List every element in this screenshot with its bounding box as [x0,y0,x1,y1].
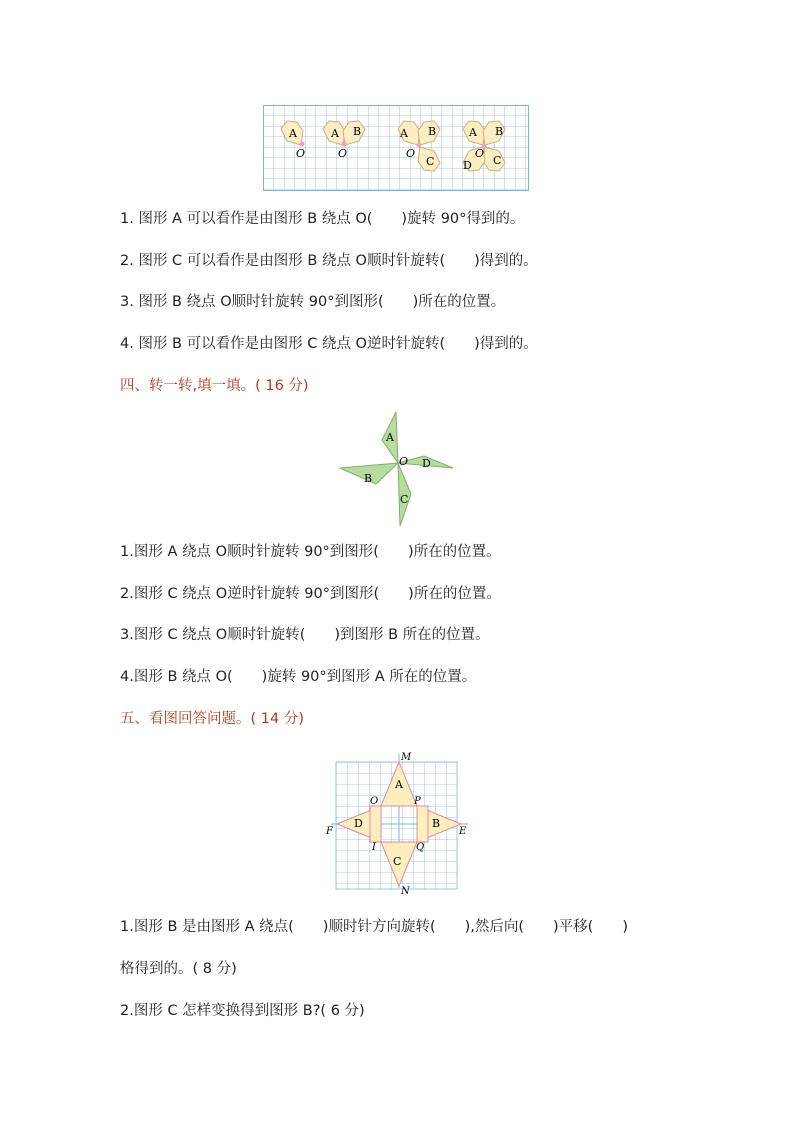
sec5-question-1-line2: 格得到的。( 8 分) [120,961,237,977]
sec4-question-4: 4.图形 B 绕点 O( )旋转 90°到图形 A 所在的位置。 [120,669,477,685]
svg-text:O: O [370,796,379,807]
svg-text:A: A [331,127,339,140]
svg-text:B: B [364,472,373,485]
svg-text:A: A [400,127,408,140]
svg-text:F: F [326,826,333,837]
svg-text:B: B [428,125,437,138]
sec3-question-2: 2. 图形 C 可以看作是由图形 B 绕点 O顺时针旋转( )得到的。 [120,253,538,269]
svg-text:O: O [406,147,416,160]
svg-text:E: E [459,826,467,837]
sec5-question-1-line1: 1.图形 B 是由图形 A 绕点( )顺时针方向旋转( ),然后向( )平移( ) [120,919,629,935]
pinwheel-figure [336,410,456,530]
grid-transform-figure [323,748,473,898]
svg-text:Q: Q [416,842,425,853]
section4-heading: 四、转一转,填一填。( 16 分) [120,378,309,394]
svg-text:C: C [493,154,502,167]
sec4-question-1: 1.图形 A 绕点 O顺时针旋转 90°到图形( )所在的位置。 [120,544,501,560]
sec3-question-3: 3. 图形 B 绕点 O顺时针旋转 90°到图形( )所在的位置。 [120,294,506,310]
svg-text:C: C [426,155,435,168]
svg-text:A: A [395,778,403,791]
sec4-question-3: 3.图形 C 绕点 O顺时针旋转( )到图形 B 所在的位置。 [120,627,490,643]
sec3-question-1: 1. 图形 A 可以看作是由图形 B 绕点 O( )旋转 90°得到的。 [120,211,525,227]
svg-text:A: A [469,126,477,139]
svg-text:D: D [463,159,472,172]
svg-text:B: B [432,817,441,830]
sec5-question-2: 2.图形 C 怎样变换得到图形 B?( 6 分) [120,1003,365,1019]
svg-text:D: D [422,457,431,470]
svg-text:B: B [353,125,362,138]
svg-text:I: I [372,842,376,853]
svg-text:A: A [386,431,394,444]
svg-text:D: D [354,817,363,830]
svg-text:O: O [296,147,306,160]
svg-text:B: B [495,125,504,138]
svg-text:C: C [393,855,402,868]
svg-text:P: P [414,796,421,807]
svg-text:C: C [400,493,409,506]
svg-text:A: A [289,127,297,140]
petal-rotation-figure [263,105,529,191]
svg-text:M: M [401,752,412,763]
svg-text:O: O [338,147,348,160]
section5-heading: 五、看图回答问题。( 14 分) [120,711,304,727]
svg-text:O: O [475,147,485,160]
sec3-question-4: 4. 图形 B 可以看作是由图形 C 绕点 O逆时针旋转( )得到的。 [120,336,538,352]
sec4-question-2: 2.图形 C 绕点 O逆时针旋转 90°到图形( )所在的位置。 [120,586,501,602]
svg-text:O: O [399,455,409,468]
svg-text:N: N [401,886,410,897]
